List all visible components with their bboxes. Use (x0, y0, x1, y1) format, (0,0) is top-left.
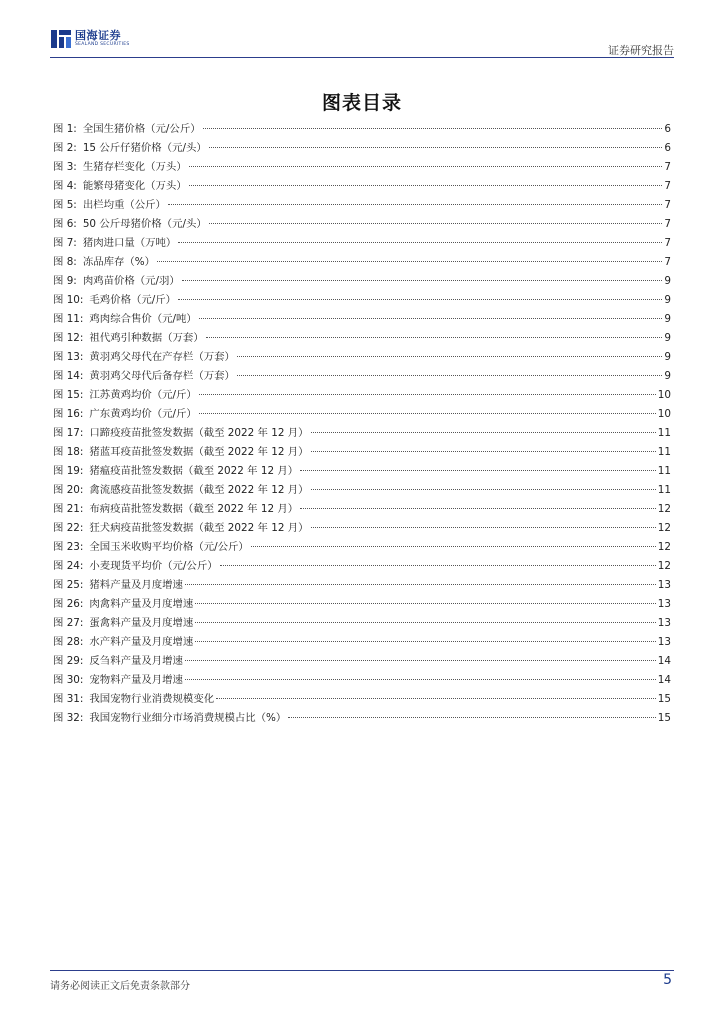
toc-entry-page: 13 (657, 598, 671, 610)
toc-entry-page: 7 (664, 237, 671, 249)
toc-entry-label: 禽流感疫苗批签发数据（截至 2022 年 12 月） (89, 484, 309, 496)
toc-entry[interactable] (53, 709, 671, 728)
toc-entry-page: 9 (664, 370, 671, 382)
toc-entry[interactable] (53, 272, 671, 291)
company-logo (50, 28, 130, 50)
toc-entry-label: 祖代鸡引种数据（万套） (89, 332, 204, 344)
toc-entry[interactable] (53, 595, 671, 614)
toc-entry-page: 12 (657, 541, 671, 553)
toc-entry-label: 黄羽鸡父母代后备存栏（万套） (89, 370, 235, 382)
toc-entry-number: 图 23: (53, 541, 84, 553)
toc-entry[interactable] (53, 652, 671, 671)
toc-dot-leader (237, 356, 662, 357)
toc-entry-page: 13 (657, 636, 671, 648)
toc-entry-page: 7 (664, 199, 671, 211)
toc-entry-label: 50 公斤母猪价格（元/头） (82, 218, 207, 230)
toc-entry-number: 图 19: (53, 465, 84, 477)
toc-entry-page: 12 (657, 522, 671, 534)
toc-dot-leader (237, 375, 662, 376)
toc-dot-leader (195, 622, 655, 623)
toc-entry-label: 狂犬病疫苗批签发数据（截至 2022 年 12 月） (89, 522, 309, 534)
disclaimer-note: 请务必阅读正文后免责条款部分 (50, 981, 190, 992)
toc-entry-number: 图 18: (53, 446, 84, 458)
toc-dot-leader (195, 641, 655, 642)
toc-entry-page: 9 (664, 294, 671, 306)
toc-entry[interactable] (53, 424, 671, 443)
toc-entry[interactable] (53, 462, 671, 481)
toc-entry-label: 蛋禽料产量及月度增速 (89, 617, 194, 629)
toc-entry-label: 广东黄鸡均价（元/斤） (89, 408, 197, 420)
toc-dot-leader (311, 432, 656, 433)
toc-entry-number: 图 9: (53, 275, 77, 287)
toc-entry[interactable] (53, 690, 671, 709)
toc-dot-leader (220, 565, 656, 566)
toc-dot-leader (209, 147, 663, 148)
toc-dot-leader (300, 508, 656, 509)
toc-entry-page: 12 (657, 503, 671, 515)
toc-dot-leader (168, 204, 662, 205)
toc-entry-label: 宠物料产量及月增速 (89, 674, 183, 686)
toc-entry-page: 9 (664, 313, 671, 325)
toc-dot-leader (189, 185, 663, 186)
toc-entry-number: 图 4: (53, 180, 77, 192)
toc-entry-page: 13 (657, 579, 671, 591)
toc-entry-number: 图 24: (53, 560, 84, 572)
toc-entry-label: 布病疫苗批签发数据（截至 2022 年 12 月） (89, 503, 299, 515)
toc-dot-leader (182, 280, 663, 281)
toc-entry-label: 全国生猪价格（元/公斤） (82, 123, 201, 135)
toc-entry-label: 猪料产量及月度增速 (89, 579, 183, 591)
page-header (50, 28, 674, 60)
toc-entry-number: 图 29: (53, 655, 84, 667)
toc-entry-page: 11 (657, 484, 671, 496)
toc-entry[interactable] (53, 633, 671, 652)
toc-entry-page: 15 (657, 693, 671, 705)
header-divider (50, 57, 674, 58)
toc-entry-page: 12 (657, 560, 671, 572)
toc-entry-number: 图 25: (53, 579, 84, 591)
toc-dot-leader (311, 451, 656, 452)
toc-entry-page: 7 (664, 256, 671, 268)
toc-entry-number: 图 31: (53, 693, 84, 705)
toc-entry-label: 猪蓝耳疫苗批签发数据（截至 2022 年 12 月） (89, 446, 309, 458)
toc-entry-label: 江苏黄鸡均价（元/斤） (89, 389, 197, 401)
toc-dot-leader (178, 242, 662, 243)
toc-dot-leader (206, 337, 663, 338)
toc-dot-leader (178, 299, 662, 300)
toc-entry-number: 图 30: (53, 674, 84, 686)
toc-dot-leader (311, 489, 656, 490)
logo-mark-icon (50, 28, 72, 50)
toc-entry-label: 猪瘟疫苗批签发数据（截至 2022 年 12 月） (89, 465, 299, 477)
toc-entry-label: 毛鸡价格（元/斤） (89, 294, 177, 306)
toc-entry[interactable] (53, 310, 671, 329)
toc-entry[interactable] (53, 348, 671, 367)
toc-entry[interactable] (53, 500, 671, 519)
toc-entry[interactable] (53, 367, 671, 386)
toc-entry-label: 全国玉米收购平均价格（元/公斤） (89, 541, 249, 553)
toc-entry-label: 水产料产量及月度增速 (89, 636, 194, 648)
toc-entry-number: 图 16: (53, 408, 84, 420)
toc-dot-leader (311, 527, 656, 528)
toc-entry-label: 反刍料产量及月增速 (89, 655, 183, 667)
toc-dot-leader (195, 603, 655, 604)
toc-entry-page: 9 (664, 351, 671, 363)
toc-entry[interactable] (53, 196, 671, 215)
toc-dot-leader (209, 223, 663, 224)
toc-entry-number: 图 14: (53, 370, 84, 382)
toc-entry[interactable] (53, 405, 671, 424)
toc-entry-page: 13 (657, 617, 671, 629)
toc-entry-number: 图 32: (53, 712, 84, 724)
toc-entry-label: 我国宠物行业细分市场消费规模占比（%） (89, 712, 287, 724)
toc-dot-leader (199, 318, 663, 319)
toc-dot-leader (185, 679, 656, 680)
toc-entry[interactable] (53, 481, 671, 500)
toc-entry-label: 口蹄疫疫苗批签发数据（截至 2022 年 12 月） (89, 427, 309, 439)
toc-dot-leader (288, 717, 655, 718)
toc-dot-leader (251, 546, 656, 547)
toc-dot-leader (203, 128, 663, 129)
toc-entry[interactable] (53, 614, 671, 633)
toc-entry[interactable] (53, 177, 671, 196)
toc-entry-page: 7 (664, 218, 671, 230)
toc-entry-number: 图 11: (53, 313, 84, 325)
toc-entry-number: 图 22: (53, 522, 84, 534)
page-number: 5 (663, 972, 672, 988)
toc-entry[interactable] (53, 519, 671, 538)
toc-entry-label: 肉鸡苗价格（元/羽） (82, 275, 180, 287)
toc-entry[interactable] (53, 120, 671, 139)
toc-entry-number: 图 2: (53, 142, 77, 154)
toc-entry-page: 15 (657, 712, 671, 724)
toc-dot-leader (157, 261, 662, 262)
toc-entry-number: 图 7: (53, 237, 77, 249)
toc-dot-leader (199, 394, 656, 395)
toc-entry-label: 我国宠物行业消费规模变化 (89, 693, 215, 705)
toc-entry-page: 9 (664, 332, 671, 344)
toc-entry[interactable] (53, 253, 671, 272)
toc-entry-label: 15 公斤仔猪价格（元/头） (82, 142, 207, 154)
toc-entry-label: 小麦现货平均价（元/公斤） (89, 560, 218, 572)
toc-entry-number: 图 13: (53, 351, 84, 363)
toc-entry-page: 6 (664, 142, 671, 154)
toc-entry-page: 14 (657, 655, 671, 667)
toc-entry-number: 图 28: (53, 636, 84, 648)
toc-entry[interactable] (53, 557, 671, 576)
toc-entry-page: 11 (657, 427, 671, 439)
toc-dot-leader (185, 660, 656, 661)
toc-dot-leader (189, 166, 663, 167)
toc-entry-page: 7 (664, 161, 671, 173)
toc-entry-page: 14 (657, 674, 671, 686)
toc-entry-label: 生猪存栏变化（万头） (82, 161, 187, 173)
footer-divider (50, 970, 674, 971)
toc-entry[interactable] (53, 329, 671, 348)
toc-entry[interactable] (53, 443, 671, 462)
toc-dot-leader (300, 470, 656, 471)
toc-entry-page: 11 (657, 446, 671, 458)
toc-entry-label: 黄羽鸡父母代在产存栏（万套） (89, 351, 235, 363)
toc-entry-number: 图 21: (53, 503, 84, 515)
toc-dot-leader (216, 698, 656, 699)
toc-entry-page: 10 (657, 408, 671, 420)
toc-entry[interactable] (53, 291, 671, 310)
toc-entry-page: 6 (664, 123, 671, 135)
toc-entry-number: 图 15: (53, 389, 84, 401)
toc-entry[interactable] (53, 158, 671, 177)
page-title: 图表目录 (321, 92, 402, 114)
toc-dot-leader (199, 413, 656, 414)
toc-dot-leader (185, 584, 656, 585)
toc-entry-number: 图 6: (53, 218, 77, 230)
toc-entry-label: 猪肉进口量（万吨） (82, 237, 177, 249)
toc-entry-number: 图 5: (53, 199, 77, 211)
toc-entry-label: 鸡肉综合售价（元/吨） (89, 313, 197, 325)
toc-entry-page: 7 (664, 180, 671, 192)
toc-entry-number: 图 3: (53, 161, 77, 173)
toc-entry-page: 9 (664, 275, 671, 287)
report-type-label: 证券研究报告 (608, 44, 674, 57)
toc-entry[interactable] (53, 576, 671, 595)
toc-entry-page: 11 (657, 465, 671, 477)
toc-entry-page: 10 (657, 389, 671, 401)
toc-entry-number: 图 12: (53, 332, 84, 344)
logo-english-name: SEALAND SECURITIES (75, 42, 130, 47)
toc-entry[interactable] (53, 538, 671, 557)
toc-entry[interactable] (53, 215, 671, 234)
toc-entry[interactable] (53, 671, 671, 690)
toc-entry[interactable] (53, 386, 671, 405)
toc-entry-number: 图 20: (53, 484, 84, 496)
toc-entry-number: 图 10: (53, 294, 84, 306)
logo-chinese-name: 国海证券 (75, 29, 121, 42)
toc-entry-number: 图 27: (53, 617, 84, 629)
figure-list (53, 120, 671, 728)
toc-entry-label: 肉禽料产量及月度增速 (89, 598, 194, 610)
toc-entry-number: 图 1: (53, 123, 77, 135)
toc-entry-label: 能繁母猪变化（万头） (82, 180, 187, 192)
toc-entry-number: 图 26: (53, 598, 84, 610)
toc-entry-number: 图 8: (53, 256, 77, 268)
toc-entry[interactable] (53, 234, 671, 253)
toc-entry-label: 出栏均重（公斤） (82, 199, 166, 211)
toc-entry[interactable] (53, 139, 671, 158)
toc-entry-number: 图 17: (53, 427, 84, 439)
toc-entry-label: 冻品库存（%） (82, 256, 156, 268)
